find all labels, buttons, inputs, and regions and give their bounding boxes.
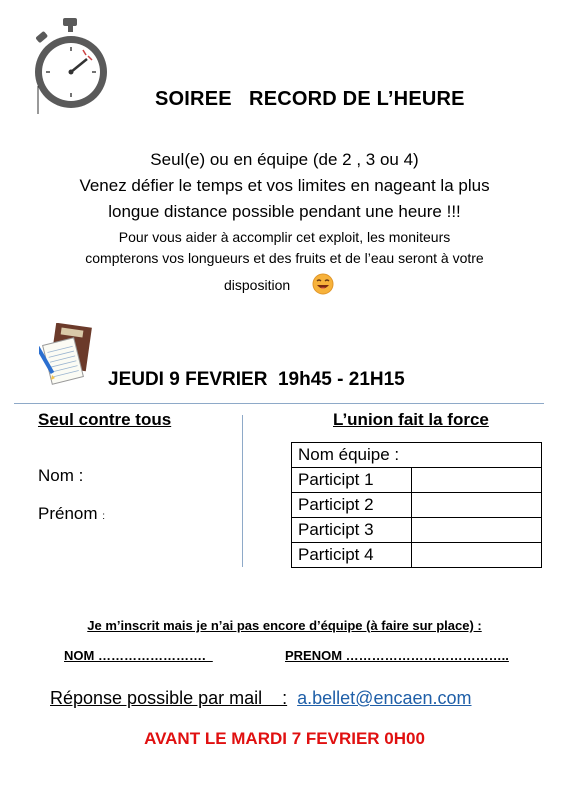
solo-heading: Seul contre tous <box>38 410 172 429</box>
solo-prenom-text: Prénom <box>38 504 98 523</box>
participant-label: Participt 4 <box>292 543 412 568</box>
participant-field[interactable] <box>412 518 542 543</box>
event-date: JEUDI 9 FEVRIER 19h45 - 21H15 <box>108 369 405 390</box>
solo-prenom-label <box>38 504 105 524</box>
participant-label: Participt 1 <box>292 468 412 493</box>
team-name-row <box>292 443 542 468</box>
intro-line-2: Venez défier le temps et vos limites en nageant la plus <box>79 176 490 195</box>
intro-line-4: Pour vous aider à accomplir cet exploit, les moniteurs <box>118 229 451 245</box>
team-name-cell[interactable]: Nom équipe : <box>292 443 542 468</box>
participant-row <box>292 543 542 568</box>
participant-field[interactable] <box>412 468 542 493</box>
participant-field[interactable] <box>412 543 542 568</box>
notebook-icon <box>39 323 94 385</box>
participant-label: Participt 3 <box>292 518 412 543</box>
intro-line-6: disposition <box>224 277 291 293</box>
stopwatch-icon <box>30 14 115 114</box>
email-link[interactable]: a.bellet@encaen.com <box>297 688 472 708</box>
team-heading: L’union fait la force <box>333 410 489 429</box>
divider-vertical <box>242 415 243 567</box>
team-table <box>291 442 542 568</box>
registration-prenom-field: PRENOM ……………………………….. <box>285 648 509 663</box>
deadline-notice: AVANT LE MARDI 7 FEVRIER 0H00 <box>144 729 425 748</box>
participant-field[interactable] <box>412 493 542 518</box>
contact-label: Réponse possible par mail : <box>50 688 288 708</box>
participant-label: Participt 2 <box>292 493 412 518</box>
divider-horizontal <box>14 403 544 404</box>
registration-heading: Je m’inscrit mais je n’ai pas encore d’équipe (à faire sur place) : <box>87 618 482 633</box>
intro-line-3: longue distance possible pendant une heure !!! <box>108 202 461 221</box>
intro-line-1: Seul(e) ou en équipe (de 2 , 3 ou 4) <box>150 150 419 169</box>
participant-row <box>292 468 542 493</box>
page-title: SOIREE RECORD DE L’HEURE <box>155 88 465 110</box>
smiley-emoji-icon <box>312 273 334 295</box>
participant-row <box>292 518 542 543</box>
solo-nom-label: Nom : <box>38 466 84 485</box>
intro-line-5: compterons vos longueurs et des fruits et de l’eau seront à votre <box>85 250 484 266</box>
participant-row <box>292 493 542 518</box>
solo-prenom-colon: : <box>102 511 106 522</box>
contact-line <box>50 688 472 709</box>
registration-nom-field: NOM ……………………. <box>64 648 213 663</box>
